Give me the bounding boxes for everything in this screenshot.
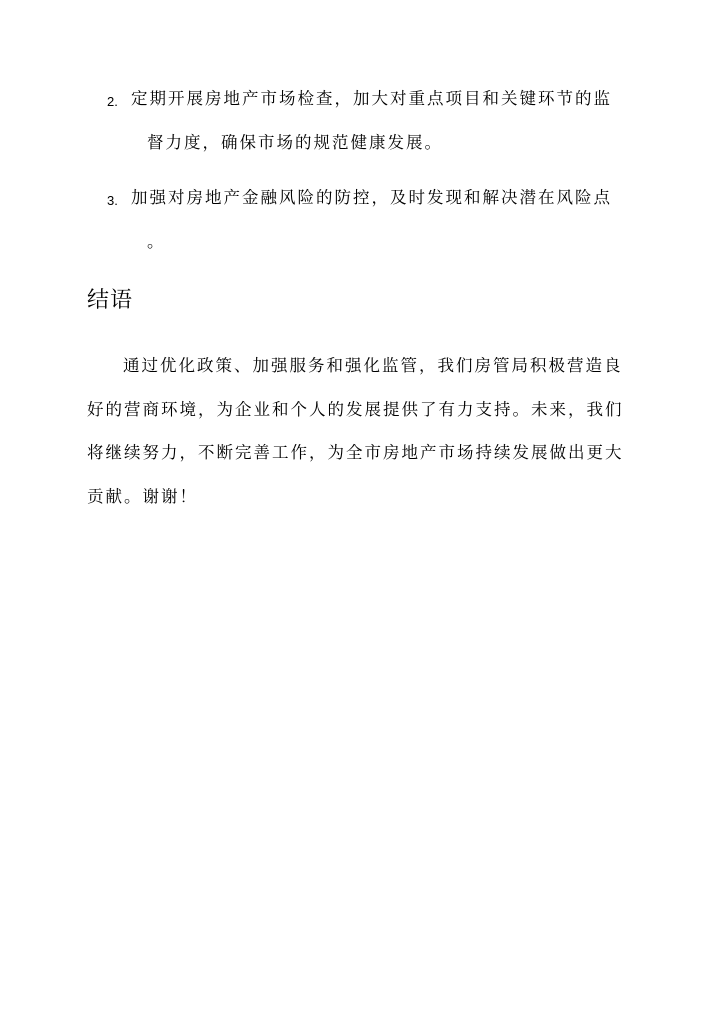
section-heading: 结语	[87, 288, 134, 313]
paragraph-line: 通过优化政策、加强服务和强化监管，我们房管局积极营造良	[123, 356, 623, 375]
list-item-text-line: 。	[147, 232, 166, 251]
list-item-text-line: 加强对房地产金融风险的防控，及时发现和解决潜在风险点	[131, 188, 612, 207]
paragraph-line: 好的营商环境，为企业和个人的发展提供了有力支持。未来，我们	[87, 400, 624, 419]
list-item-number: 3.	[107, 193, 118, 208]
paragraph-line: 将继续努力，不断完善工作，为全市房地产市场持续发展做出更大	[87, 443, 624, 462]
list-item-number: 2.	[107, 94, 118, 109]
paragraph-line: 贡献。谢谢！	[87, 487, 198, 506]
list-item-text-line: 督力度，确保市场的规范健康发展。	[147, 133, 443, 152]
list-item-text-line: 定期开展房地产市场检查，加大对重点项目和关键环节的监	[131, 89, 612, 108]
